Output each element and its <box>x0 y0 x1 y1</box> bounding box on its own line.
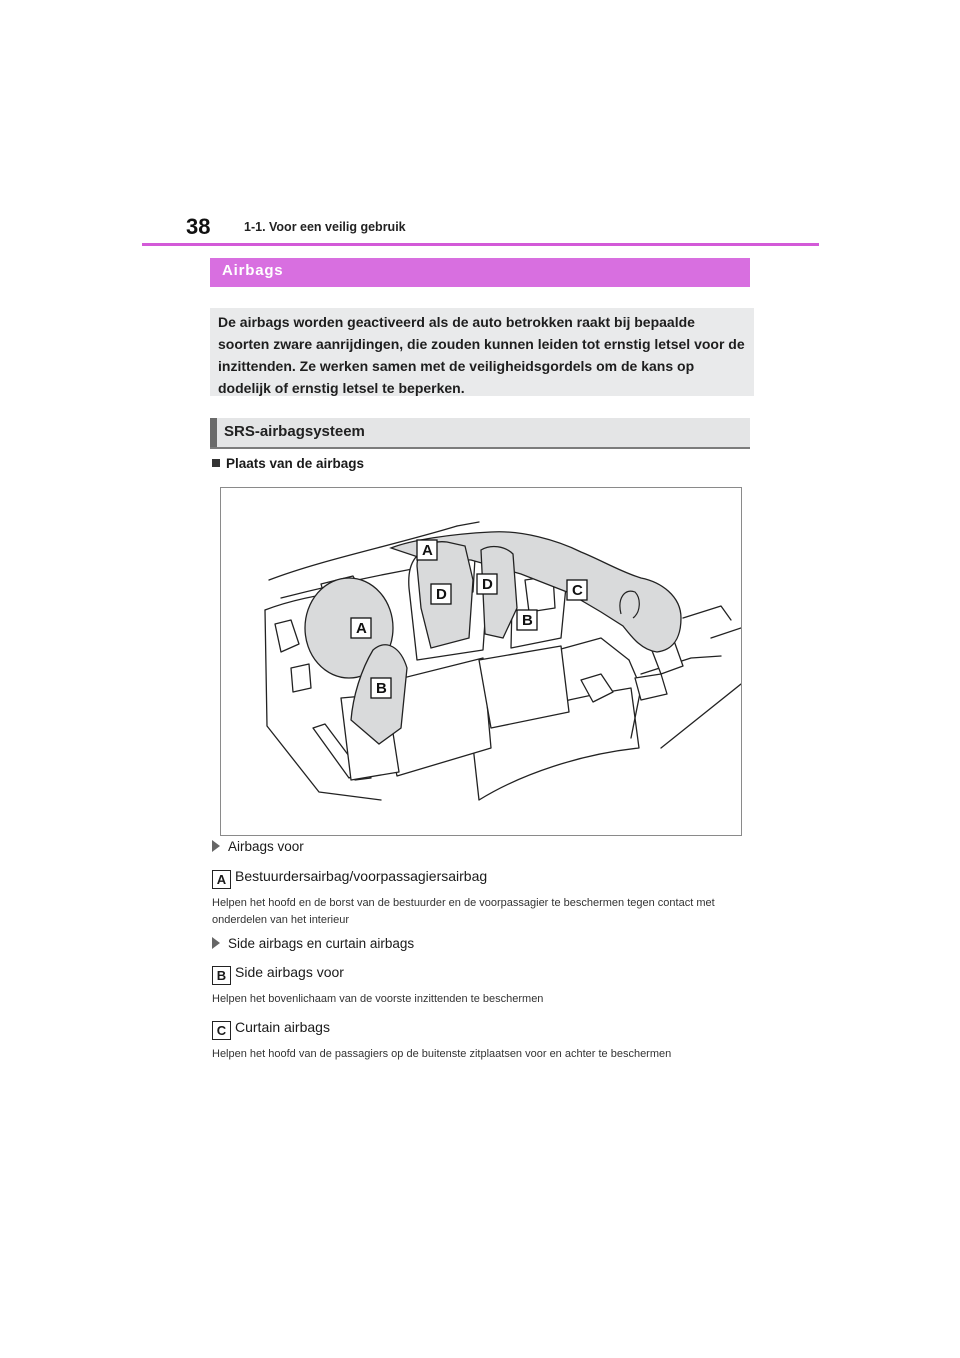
illustration-label: A <box>356 620 367 637</box>
section-title-band <box>210 258 750 287</box>
section-reference: 1-1. Voor een veilig gebruik <box>244 220 406 234</box>
subsection-accent-bar <box>210 418 217 447</box>
item-title: Bestuurdersairbag/voorpassagiersairbag <box>235 868 488 884</box>
header-rule <box>142 243 819 246</box>
item-heading <box>212 456 364 471</box>
illustration-label: B <box>522 612 533 629</box>
illustration-label: D <box>482 576 493 593</box>
subsection-title: SRS-airbagsysteem <box>224 423 365 440</box>
car-interior-drawing <box>221 488 741 835</box>
illustration-label: B <box>376 680 387 697</box>
group-heading <box>212 936 414 951</box>
illustration-label: A <box>422 542 433 559</box>
item-heading-text: Plaats van de airbags <box>226 456 365 471</box>
group-heading-text: Airbags voor <box>228 839 304 854</box>
letter-box: A <box>212 870 231 889</box>
illustration-label: C <box>572 582 583 599</box>
intro-box <box>210 308 754 396</box>
item-title-row <box>212 964 344 985</box>
item-description: Helpen het hoofd van de passagiers op de buitenste zitplaatsen voor en achter te beschermen <box>212 1048 672 1060</box>
section-title: Airbags <box>222 262 284 279</box>
intro-text: De airbags worden geactiveerd als de auto betrokken raakt bij bepaalde soorten zware aanrijdingen, die zouden kunnen leiden tot ernstig letsel voor de inzittenden. Ze werken samen met de veiligheidsgordels om de kans op dodelijk of ernstig letsel te beperken. <box>218 314 745 396</box>
item-title-row <box>212 868 487 889</box>
triangle-bullet-icon <box>212 937 220 949</box>
page-number: 38 <box>186 214 211 239</box>
item-description: Helpen het hoofd en de borst van de bestuurder en de voorpassagier te beschermen tegen contact met onderdelen van het interieur <box>212 897 715 926</box>
item-title: Side airbags voor <box>235 964 344 980</box>
item-description: Helpen het bovenlichaam van de voorste inzittenden te beschermen <box>212 993 544 1005</box>
group-heading-text: Side airbags en curtain airbags <box>228 936 415 951</box>
group-heading <box>212 839 304 854</box>
subsection-band <box>210 418 750 449</box>
illustration-label: D <box>436 586 447 603</box>
item-title: Curtain airbags <box>235 1019 330 1035</box>
letter-box: B <box>212 966 231 985</box>
triangle-bullet-icon <box>212 840 220 852</box>
letter-box: C <box>212 1021 231 1040</box>
square-bullet-icon <box>212 459 220 467</box>
airbag-location-illustration <box>220 487 742 836</box>
item-title-row <box>212 1019 330 1040</box>
